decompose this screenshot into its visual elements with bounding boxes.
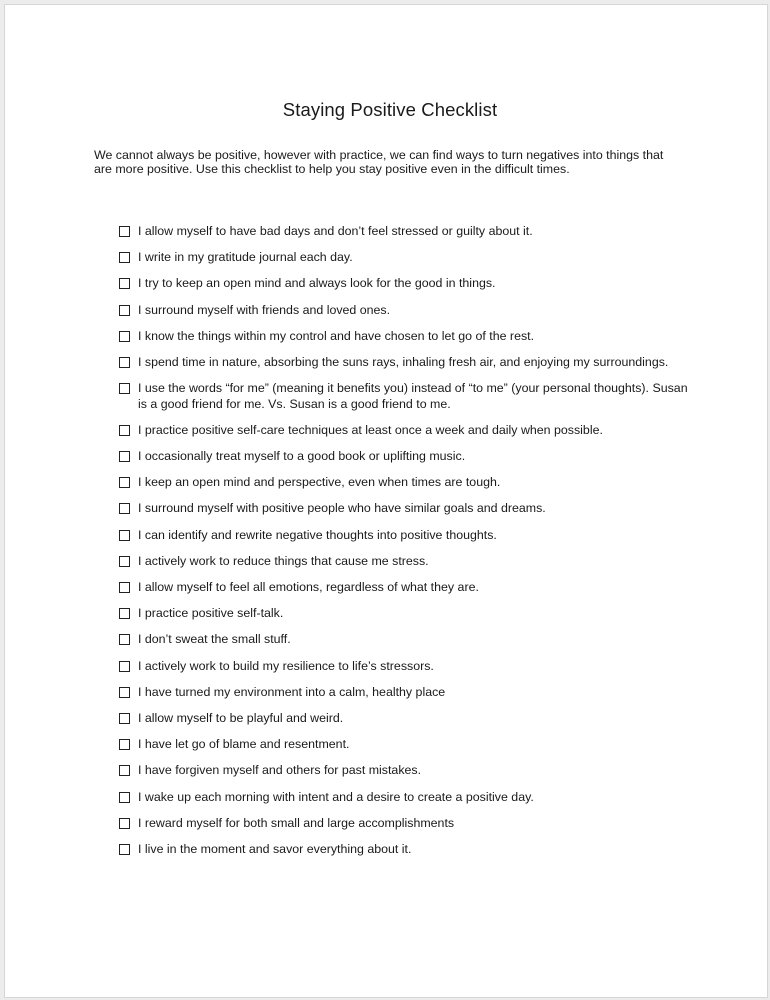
checklist-item bbox=[118, 276, 688, 292]
checklist-item-label: I have forgiven myself and others for past mistakes. bbox=[138, 763, 422, 778]
checkbox[interactable] bbox=[119, 278, 130, 289]
checklist bbox=[118, 224, 688, 868]
checkbox[interactable] bbox=[119, 608, 130, 619]
checkbox[interactable] bbox=[119, 503, 130, 514]
checklist-item-label: I keep an open mind and perspective, even when times are tough. bbox=[138, 475, 501, 490]
checklist-item-label: I have turned my environment into a calm, healthy place bbox=[138, 684, 446, 699]
checklist-item bbox=[118, 224, 688, 240]
checklist-item bbox=[118, 250, 688, 266]
checkbox[interactable] bbox=[119, 305, 130, 316]
checklist-item-label: I spend time in nature, absorbing the suns rays, inhaling fresh air, and enjoying my surroundings. bbox=[138, 354, 669, 369]
checkbox[interactable] bbox=[119, 451, 130, 462]
checklist-item bbox=[118, 816, 688, 832]
checkbox[interactable] bbox=[119, 818, 130, 829]
checklist-item bbox=[118, 580, 688, 596]
checklist-item-label: I surround myself with positive people who have similar goals and dreams. bbox=[138, 501, 546, 516]
checkbox[interactable] bbox=[119, 530, 130, 541]
checkbox[interactable] bbox=[119, 331, 130, 342]
checklist-item bbox=[118, 303, 688, 319]
checklist-item bbox=[118, 528, 688, 544]
checkbox[interactable] bbox=[119, 792, 130, 803]
checklist-item-label: I actively work to reduce things that cause me stress. bbox=[138, 553, 429, 568]
checklist-item-label: I practice positive self-care techniques at least once a week and daily when possible. bbox=[138, 422, 603, 437]
checklist-item-label: I can identify and rewrite negative thoughts into positive thoughts. bbox=[138, 527, 497, 542]
checklist-item-label: I surround myself with friends and loved ones. bbox=[138, 302, 391, 317]
checklist-item-label: I try to keep an open mind and always look for the good in things. bbox=[138, 276, 496, 291]
checklist-item bbox=[118, 381, 688, 412]
checkbox[interactable] bbox=[119, 252, 130, 263]
checklist-item-label: I occasionally treat myself to a good book or uplifting music. bbox=[138, 449, 466, 464]
document-page bbox=[4, 4, 768, 998]
checkbox[interactable] bbox=[119, 687, 130, 698]
checkbox[interactable] bbox=[119, 477, 130, 488]
checklist-item-label: I practice positive self-talk. bbox=[138, 606, 284, 621]
checkbox[interactable] bbox=[119, 739, 130, 750]
checklist-item-label: I live in the moment and savor everything about it. bbox=[138, 841, 412, 856]
checklist-item-label: I allow myself to feel all emotions, regardless of what they are. bbox=[138, 580, 479, 595]
checklist-item bbox=[118, 554, 688, 570]
checklist-item-label: I wake up each morning with intent and a desire to create a positive day. bbox=[138, 789, 534, 804]
checklist-item bbox=[118, 711, 688, 727]
checklist-item-label: I reward myself for both small and large accomplishments bbox=[138, 815, 455, 830]
checkbox[interactable] bbox=[119, 383, 130, 394]
checklist-item bbox=[118, 423, 688, 439]
checklist-item-label: I write in my gratitude journal each day. bbox=[138, 250, 353, 265]
checklist-item-label: I know the things within my control and have chosen to let go of the rest. bbox=[138, 328, 535, 343]
checklist-item bbox=[118, 737, 688, 753]
checklist-item bbox=[118, 763, 688, 779]
checklist-item bbox=[118, 501, 688, 517]
checklist-item bbox=[118, 842, 688, 858]
checklist-item bbox=[118, 790, 688, 806]
checklist-item bbox=[118, 659, 688, 675]
checklist-item bbox=[118, 329, 688, 345]
checkbox[interactable] bbox=[119, 582, 130, 593]
checklist-item bbox=[118, 475, 688, 491]
checkbox[interactable] bbox=[119, 425, 130, 436]
checkbox[interactable] bbox=[119, 765, 130, 776]
checklist-item-label: I allow myself to have bad days and don’t feel stressed or guilty about it. bbox=[138, 224, 533, 238]
checkbox[interactable] bbox=[119, 634, 130, 645]
checklist-item bbox=[118, 632, 688, 648]
checkbox[interactable] bbox=[119, 713, 130, 724]
checklist-item-label: I allow myself to be playful and weird. bbox=[138, 710, 344, 725]
checkbox[interactable] bbox=[119, 661, 130, 672]
checklist-item-label: I use the words “for me” (meaning it benefits you) instead of “to me” (your personal thoughts). Susan is a good friend for me. Vs. Susan is a good friend to me. bbox=[138, 381, 688, 411]
page-title: Staying Positive Checklist bbox=[282, 99, 498, 120]
checklist-item-label: I have let go of blame and resentment. bbox=[138, 737, 350, 752]
intro-paragraph: We cannot always be positive, however with practice, we can find ways to turn negatives into things that are more positive. Use this checklist to help you stay positive even in the difficult times. bbox=[94, 148, 664, 177]
checklist-item-label: I actively work to build my resilience to life’s stressors. bbox=[138, 658, 434, 673]
checklist-item bbox=[118, 606, 688, 622]
checkbox[interactable] bbox=[119, 357, 130, 368]
checklist-item bbox=[118, 685, 688, 701]
checkbox[interactable] bbox=[119, 226, 130, 237]
checkbox[interactable] bbox=[119, 556, 130, 567]
checklist-item bbox=[118, 355, 688, 371]
checklist-item bbox=[118, 449, 688, 465]
checklist-item-label: I don’t sweat the small stuff. bbox=[138, 632, 291, 647]
checkbox[interactable] bbox=[119, 844, 130, 855]
